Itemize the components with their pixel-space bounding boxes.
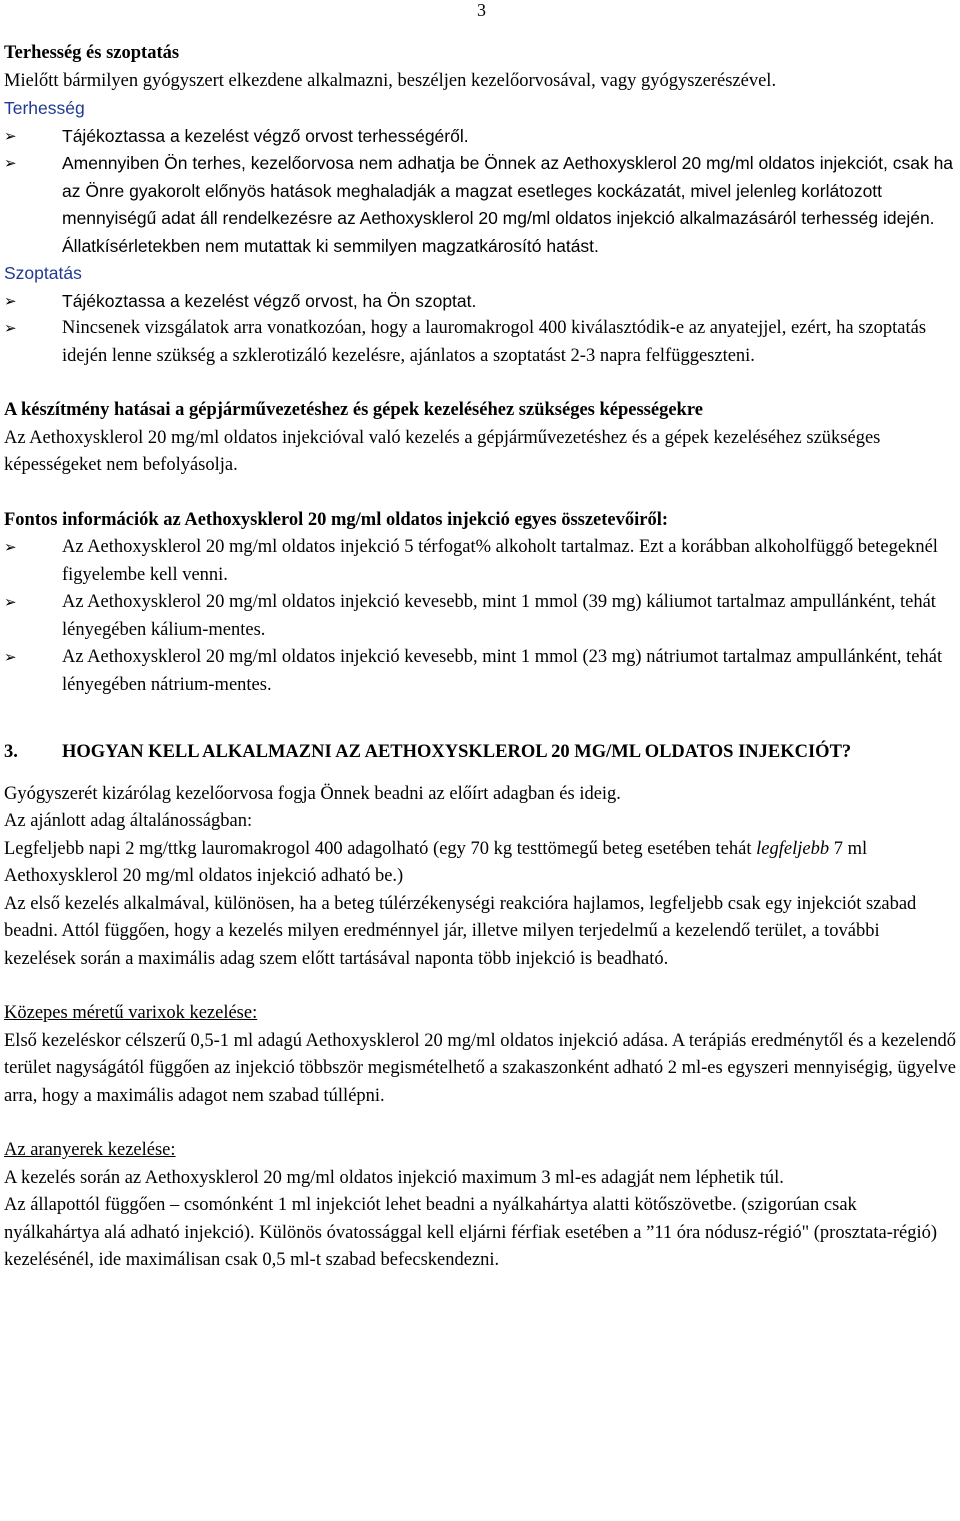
page-number: 3 bbox=[477, 0, 486, 20]
breastfeeding-subheading: Szoptatás bbox=[4, 263, 82, 283]
list-item-text: Tájékoztassa a kezelést végző orvost terhességéről. bbox=[62, 125, 469, 146]
ingredients-heading: Fontos információk az Aethoxysklerol 20 mg/ml oldatos injekció egyes összetevőiről: bbox=[4, 509, 669, 530]
arrowhead-bullet-icon: ➢ bbox=[4, 126, 17, 145]
hemorrhoid-text-1: A kezelés során az Aethoxysklerol 20 mg/ml oldatos injekció maximum 3 ml-es adagját nem léphetik túl. bbox=[4, 1167, 784, 1188]
arrowhead-bullet-icon: ➢ bbox=[4, 538, 17, 556]
dosage-general-label: Az ajánlott adag általánosságban: bbox=[4, 811, 253, 831]
arrowhead-bullet-icon: ➢ bbox=[4, 154, 17, 172]
arrowhead-bullet-icon: ➢ bbox=[4, 648, 17, 666]
hemorrhoid-heading: Az aranyerek kezelése: bbox=[4, 1140, 176, 1160]
dosage-first-treatment: Az első kezelés alkalmával, különösen, ha a beteg túlérzékenységi reakcióra hajlamos, legfeljebb csak egy injekciót szabad beadni. Attól függően, hogy a kezelés milyen eredménnyel jár, illetve milyen terjedelmű a kezelendő terület, a további kezelések során a maximális adag szem előtt tartásával naponta több injekció is beadható. bbox=[4, 893, 917, 969]
arrowhead-bullet-icon: ➢ bbox=[4, 319, 17, 337]
list-item-text: Az Aethoxysklerol 20 mg/ml oldatos injekció 5 térfogat% alkoholt tartalmaz. Ezt a korábban alkoholfüggő betegeknél figyelembe kell venni. bbox=[62, 537, 938, 585]
dosage-max: Legfeljebb napi 2 mg/ttkg lauromakrogol 400 adagolható (egy 70 kg testtömegű beteg esetében tehát legfeljebb 7 ml Aethoxysklerol 20 mg/ml oldatos injekció adható be.) bbox=[4, 838, 868, 886]
pregnancy-heading: Terhesség és szoptatás bbox=[4, 43, 180, 63]
list-item-text: Nincsenek vizsgálatok arra vonatkozóan, hogy a lauromakrogol 400 kiválasztódik-e az anyatejjel, ezért, ha szoptatás idején lenne szükség a szklerotizáló kezelésre, ajánlatos a szoptatást 2-3 napra felfüggeszteni. bbox=[62, 318, 927, 366]
dosage-intro: Gyógyszerét kizárólag kezelőorvosa fogja Önnek beadni az előírt adagban és ideig. bbox=[4, 783, 621, 804]
list-item bbox=[4, 150, 956, 260]
pregnancy-subheading: Terhesség bbox=[4, 98, 85, 118]
list-item-text: Tájékoztassa a kezelést végző orvost, ha Ön szoptat. bbox=[62, 290, 477, 311]
list-item-text: Az Aethoxysklerol 20 mg/ml oldatos injekció kevesebb, mint 1 mmol (39 mg) káliumot tartalmaz ampullánként, tehát lényegében kálium-mentes. bbox=[62, 592, 936, 640]
list-item bbox=[4, 644, 956, 699]
arrowhead-bullet-icon: ➢ bbox=[4, 291, 17, 310]
driving-heading: A készítmény hatásai a gépjárművezetéshez és gépek kezeléséhez szükséges képességekre bbox=[4, 400, 703, 420]
list-item bbox=[4, 123, 956, 151]
hemorrhoid-text-2: Az állapottól függően – csomónként 1 ml injekciót lehet beadni a nyálkahártya alatti kötőszövetbe. (szigorúan csak nyálkahártya alá adható injekció). Különös óvatossággal kell eljárni férfiak esetében a ”11 óra nódusz-régió" (prosztata-régió) kezelésénél, ide maximálisan csak 0,5 ml-t szabad befecskendezni. bbox=[4, 1195, 938, 1270]
list-item bbox=[4, 288, 956, 316]
medium-varix-heading: Közepes méretű varixok kezelése: bbox=[4, 1003, 258, 1023]
section-3-heading bbox=[4, 739, 956, 767]
pregnancy-intro: Mielőtt bármilyen gyógyszert elkezdene alkalmazni, beszéljen kezelőorvosával, vagy gyógyszerészével. bbox=[4, 70, 777, 91]
list-item bbox=[4, 315, 956, 370]
arrowhead-bullet-icon: ➢ bbox=[4, 593, 17, 611]
section-title: HOGYAN KELL ALKALMAZNI AZ AETHOXYSKLEROL 20 MG/ML OLDATOS INJEKCIÓT? bbox=[62, 742, 852, 762]
list-item bbox=[4, 534, 956, 589]
list-item-text: Amennyiben Ön terhes, kezelőorvosa nem adhatja be Önnek az Aethoxysklerol 20 mg/ml oldatos injekciót, csak ha az Önre gyakorolt előnyös hatások meghaladják a magzat esetleges kockázatát, mivel jelenleg korlátozott mennyiségű adat áll rendelkezésre az Aethoxysklerol 20 mg/ml oldatos injekció alkalmazásáról terhesség idején. Állatkísérletekben nem mutattak ki semmilyen magzatkárosító hatást. bbox=[62, 153, 954, 256]
document-body bbox=[4, 40, 956, 1275]
medium-varix-text: Első kezeléskor célszerű 0,5-1 ml adagú Aethoxysklerol 20 mg/ml oldatos injekció adása. A terápiás eredménytől és a kezelendő terület nagyságától függően az injekció többször megismételhető a szakaszonként adható 2 ml-es egyszeri mennyiségig, ügyelve arra, hogy a maximális adagot nem szabad túllépni. bbox=[4, 1030, 956, 1106]
section-number: 3. bbox=[4, 742, 18, 762]
list-item bbox=[4, 589, 956, 644]
driving-text: Az Aethoxysklerol 20 mg/ml oldatos injekcióval való kezelés a gépjárművezetéshez és a gépek kezeléséhez szükséges képességeket nem befolyásolja. bbox=[4, 427, 881, 475]
list-item-text: Az Aethoxysklerol 20 mg/ml oldatos injekció kevesebb, mint 1 mmol (23 mg) nátriumot tartalmaz ampullánként, tehát lényegében nátrium-mentes. bbox=[62, 647, 943, 695]
